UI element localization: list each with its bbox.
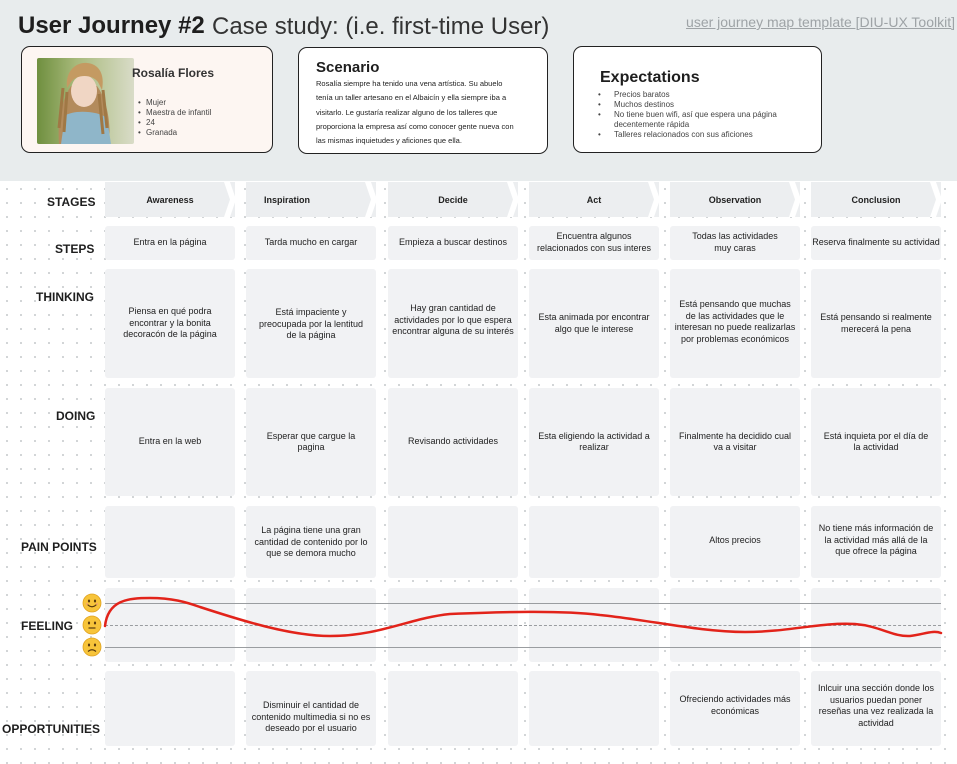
pain-points-cell: La página tiene una gran cantidad de contenido por lo que se demora mucho <box>246 506 376 578</box>
persona-age: • 24 <box>138 118 211 128</box>
opportunities-cell: Ofreciendo actividades más económicas <box>670 671 800 746</box>
thinking-cell: Piensa en qué podra encontrar y la bonita decoracón de la página <box>105 269 235 378</box>
stage-label: Inspiration <box>264 194 311 205</box>
doing-cell: Esta eligiendo la actividad a realizar <box>529 388 659 496</box>
scenario-heading: Scenario <box>316 59 380 76</box>
persona-gender: • Mujer <box>138 98 211 108</box>
doing-cell: Revisando actividades <box>388 388 518 496</box>
thinking-cell: Esta animada por encontrar algo que le interese <box>529 269 659 378</box>
row-label-opportunities: OPPORTUNITIES <box>2 722 101 736</box>
doing-cell: Esperar que cargue la pagina <box>246 388 376 496</box>
row-label-stages: STAGES <box>47 195 96 209</box>
scenario-line: proporciona la empresa así como conocer gente nueva con <box>316 121 514 131</box>
stage-label: Awareness <box>146 194 194 205</box>
persona-city: • Granada <box>138 128 211 138</box>
expectation-item: • Talleres relacionados con sus aficiones <box>606 130 816 140</box>
steps-cell: Encuentra algunos relacionados con sus interes <box>529 226 659 260</box>
expectation-item: • No tiene buen wifi, así que espera una página decentemente rápida <box>606 110 816 130</box>
thinking-cell: Está pensando si realmente merecerá la pena <box>811 269 941 378</box>
thinking-cell: Hay gran cantidad de actividades por lo que espera encontrar alguna de su interés <box>388 269 518 378</box>
scenario-line: visitarlo. Le gustaría realizar alguno de los talleres que <box>316 107 498 117</box>
doing-cell: Entra en la web <box>105 388 235 496</box>
steps-cell: Empieza a buscar destinos <box>388 226 518 260</box>
row-label-pain-points: PAIN POINTS <box>21 540 97 554</box>
row-label-thinking: THINKING <box>36 290 94 304</box>
persona-occupation: • Maestra de infantil <box>138 108 211 118</box>
page-title: User Journey #2 <box>18 12 205 39</box>
stage-label: Observation <box>708 194 762 205</box>
scenario-line: las mismas inquietudes y aficiones que ella. <box>316 136 462 146</box>
template-link[interactable]: user journey map template [DIU-UX Toolkit] <box>686 14 955 30</box>
pain-points-cell: Altos precios <box>670 506 800 578</box>
persona-name: Rosalía Flores <box>132 66 215 80</box>
doing-cell: Está inquieta por el día de la actividad <box>811 388 941 496</box>
steps-cell: Todas las actividades muy caras <box>670 226 800 260</box>
scenario-line: Rosalía siempre ha tenido una vena artística. Su abuelo <box>316 79 503 88</box>
stage-label: Decide <box>438 194 468 205</box>
expectation-item: • Precios baratos <box>606 90 816 100</box>
expectation-item: • Muchos destinos <box>606 100 816 110</box>
steps-cell: Reserva finalmente su actividad <box>811 226 941 260</box>
expectations-heading: Expectations <box>600 69 700 86</box>
page-subtitle: Case study: (i.e. first-time User) <box>212 13 550 40</box>
thinking-cell: Está impaciente y preocupada por la lentitud de la página <box>246 269 376 378</box>
thinking-cell: Está pensando que muchas de las actividades que le interesan no puede realizarlas por problemas económicos <box>670 269 800 378</box>
feeling-curve <box>105 598 941 636</box>
doing-cell: Finalmente ha decidido cual va a visitar <box>670 388 800 496</box>
scenario-line: tenía un taller artesano en el Albaicín y ella siempre iba a <box>316 93 507 103</box>
opportunities-cell: Inlcuir una sección donde los usuarios puedan poner reseñas una vez realizada la actividad <box>811 671 941 746</box>
steps-cell: Tarda mucho en cargar <box>246 226 376 260</box>
stage-label: Act <box>586 194 602 205</box>
pain-points-cell: No tiene más información de la actividad más allá de la que ofrece la página <box>811 506 941 578</box>
stage-label: Conclusion <box>851 194 901 205</box>
row-label-doing: DOING <box>56 409 96 423</box>
steps-cell: Entra en la página <box>105 226 235 260</box>
row-label-steps: STEPS <box>55 242 95 256</box>
row-label-feeling: FEELING <box>21 619 74 633</box>
opportunities-cell: Disminuir el cantidad de contenido multimedia si no es deseado por el usuario <box>246 671 376 746</box>
